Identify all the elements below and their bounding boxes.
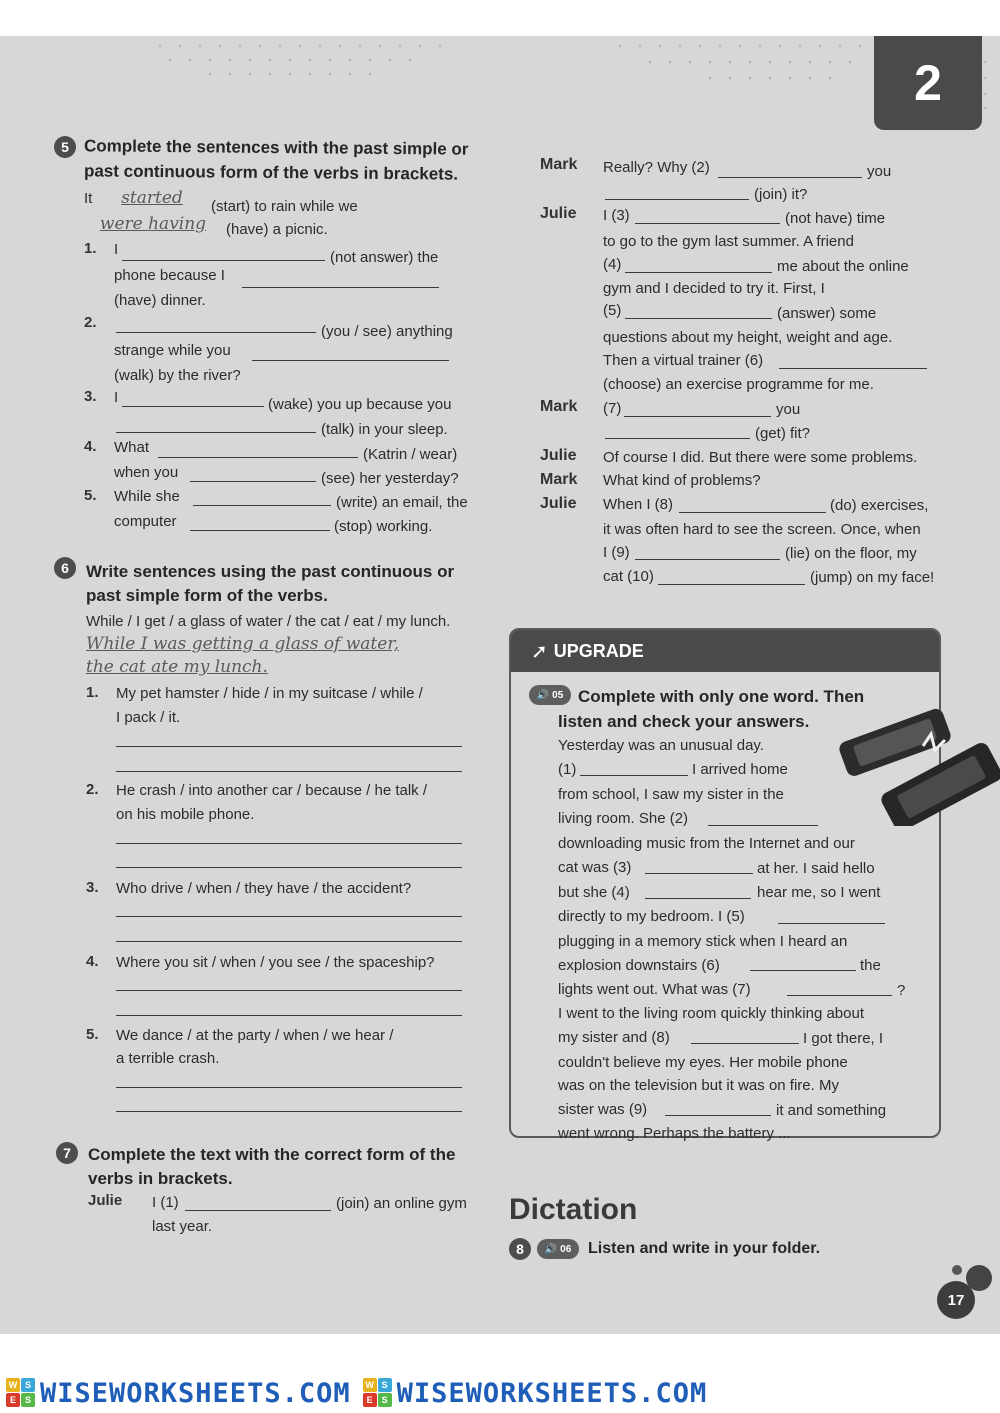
speaker-julie: Julie: [540, 495, 577, 512]
dialogue-text: (not have) time: [785, 210, 886, 227]
dot-pattern-left: [150, 36, 480, 116]
speaker-julie: Julie: [540, 447, 577, 464]
ex5-item2-text-d: (walk) by the river?: [114, 367, 241, 384]
ex7-line2: last year.: [152, 1218, 213, 1235]
answer-blank[interactable]: [580, 775, 688, 776]
ex6-example-answer-line2: the cat ate my lunch.: [86, 657, 268, 677]
ex5-item5-text-c: computer: [114, 513, 177, 530]
answer-blank[interactable]: [242, 287, 439, 288]
upgrade-text: I arrived home: [692, 761, 788, 778]
upgrade-text: hear me, so I went: [757, 884, 881, 901]
ex6-item3-line1: Who drive / when / they have / the accident?: [116, 880, 412, 897]
footer-brand-text: WISEWORKSHEETS.COM: [396, 1377, 708, 1409]
answer-blank[interactable]: [625, 272, 772, 273]
dialogue-text: to go to the gym last summer. A friend: [603, 233, 854, 250]
dialogue-text: (do) exercises,: [830, 497, 929, 514]
ex5-item5-text-d: (stop) working.: [334, 518, 433, 535]
ex6-item-number: 1.: [86, 684, 99, 701]
ex6-item1-line2: I pack / it.: [116, 709, 181, 726]
answer-blank[interactable]: [718, 177, 862, 178]
logo-letter: S: [21, 1393, 35, 1407]
answer-blank[interactable]: [158, 457, 358, 458]
speaker-mark: Mark: [540, 471, 578, 488]
arrow-up-icon: ➚: [531, 640, 548, 663]
upgrade-text: couldn't believe my eyes. Her mobile phone: [558, 1054, 848, 1071]
dialogue-text: questions about my height, weight and age.: [603, 329, 893, 346]
dialogue-text: (jump) on my face!: [810, 569, 935, 586]
ex6-title-line1: Write sentences using the past continuous or: [86, 562, 455, 581]
upgrade-text: at her. I said hello: [757, 860, 875, 877]
ex5-item4-text-a: What: [114, 439, 150, 456]
answer-blank[interactable]: [122, 260, 325, 261]
answer-blank[interactable]: [787, 995, 892, 996]
upgrade-text: but she (4): [558, 884, 630, 901]
upgrade-text: sister was (9): [558, 1101, 648, 1118]
ex5-example-text2: (have) a picnic.: [226, 221, 328, 238]
answer-line[interactable]: [116, 1111, 462, 1112]
ex5-item-number: 3.: [84, 388, 97, 405]
answer-blank[interactable]: [624, 416, 771, 417]
logo-letter: W: [6, 1378, 20, 1392]
answer-line[interactable]: [116, 941, 462, 942]
answer-blank[interactable]: [635, 559, 780, 560]
answer-blank[interactable]: [116, 432, 316, 433]
ex5-item3-text-d: (talk) in your sleep.: [321, 421, 448, 438]
answer-blank[interactable]: [190, 481, 316, 482]
ex6-item-number: 3.: [86, 879, 99, 896]
answer-blank[interactable]: [665, 1115, 771, 1116]
upgrade-text: it and something: [776, 1102, 887, 1119]
ex6-item-number: 2.: [86, 781, 99, 798]
track-number: 06: [560, 1243, 572, 1255]
ex5-example-answer1: started: [121, 188, 183, 208]
answer-blank[interactable]: [750, 970, 856, 971]
upgrade-text: my sister and (8): [558, 1029, 670, 1046]
dialogue-text: cat (10): [603, 568, 654, 585]
answer-line[interactable]: [116, 771, 462, 772]
dialogue-text: (5): [603, 302, 622, 319]
track-number: 05: [552, 689, 564, 701]
ex5-item-number: 5.: [84, 487, 97, 504]
dialogue-text: gym and I decided to try it. First, I: [603, 280, 825, 297]
dialogue-text: you: [867, 163, 892, 180]
dictation-heading: Dictation: [509, 1193, 638, 1226]
dialogue-text: (lie) on the floor, my: [785, 545, 917, 562]
answer-blank[interactable]: [679, 512, 826, 513]
upgrade-text: lights went out. What was (7): [558, 981, 751, 998]
dialogue-text: you: [776, 401, 801, 418]
ex5-item4-text-c: when you: [114, 464, 179, 481]
upgrade-title-line1: Complete with only one word. Then: [578, 687, 865, 706]
upgrade-text: was on the television but it was on fire. My: [558, 1077, 839, 1094]
upgrade-text: went wrong. Perhaps the battery ...: [558, 1125, 791, 1142]
dialogue-text: Really? Why (2): [603, 159, 710, 176]
speaker-icon: 🔊: [544, 1243, 558, 1255]
ex5-item5-text-b: (write) an email, the: [336, 494, 468, 511]
ex5-item2-text-c: strange while you: [114, 342, 231, 359]
upgrade-text: the: [860, 957, 881, 974]
ex6-item5-line2: a terrible crash.: [116, 1050, 220, 1067]
ex5-item4-text-d: (see) her yesterday?: [321, 470, 459, 487]
logo-letter: S: [21, 1378, 35, 1392]
upgrade-header: [511, 630, 939, 672]
speaker-mark: Mark: [540, 156, 578, 173]
logo-letter: S: [378, 1378, 392, 1392]
brand-logo-icon: [363, 1378, 393, 1408]
dialogue-text: it was often hard to see the screen. Once, when: [603, 521, 921, 538]
answer-blank[interactable]: [605, 438, 750, 439]
answer-line[interactable]: [116, 1015, 462, 1016]
ex5-item1-text-c: phone because I: [114, 267, 225, 284]
upgrade-text: I went to the living room quickly thinking about: [558, 1005, 864, 1022]
upgrade-box: [509, 628, 941, 1142]
dialogue-text: (get) fit?: [755, 425, 811, 442]
upgrade-text: (1): [558, 761, 577, 778]
answer-line[interactable]: [116, 867, 462, 868]
ex5-item1-text-d: (have) dinner.: [114, 292, 206, 309]
answer-blank[interactable]: [645, 898, 751, 899]
ex6-number-badge: 6: [54, 557, 76, 579]
answer-blank[interactable]: [185, 1210, 331, 1211]
audio-track-badge[interactable]: [529, 685, 571, 705]
speaker-julie: Julie: [540, 205, 577, 222]
upgrade-heading: UPGRADE: [553, 640, 644, 661]
ex5-example-answer2: were having: [99, 214, 207, 234]
answer-blank[interactable]: [691, 1043, 799, 1044]
ex5-item3-text-b: (wake) you up because you: [268, 396, 452, 413]
answer-line[interactable]: [116, 843, 462, 844]
dialogue-text: When I (8): [603, 496, 674, 513]
ex6-item2-line2: on his mobile phone.: [116, 806, 255, 823]
dialogue-text: What kind of problems?: [603, 472, 761, 489]
logo-letter: E: [6, 1393, 20, 1407]
answer-blank[interactable]: [635, 223, 780, 224]
answer-blank[interactable]: [193, 505, 331, 506]
ex6-item4-line1: Where you sit / when / you see / the spaceship?: [116, 954, 435, 971]
ex8-number-badge: 8: [509, 1238, 531, 1260]
ex5-item1-text-b: (not answer) the: [330, 249, 439, 266]
logo-letter: W: [363, 1378, 377, 1392]
upgrade-text: explosion downstairs (6): [558, 957, 720, 974]
ex6-item2-line1: He crash / into another car / because / he talk /: [116, 782, 428, 799]
answer-line[interactable]: [116, 916, 462, 917]
ex5-number-badge: 5: [54, 136, 76, 158]
ex6-title-line2: past simple form of the verbs.: [86, 586, 328, 605]
footer-brand: [6, 1378, 351, 1409]
page-number: 17: [937, 1281, 975, 1319]
ex5-example-it: It: [84, 190, 93, 207]
answer-blank[interactable]: [778, 923, 885, 924]
answer-line[interactable]: [116, 990, 462, 991]
upgrade-text: downloading music from the Internet and our: [558, 835, 855, 852]
upgrade-title-line2: listen and check your answers.: [558, 712, 810, 731]
ex5-item-number: 4.: [84, 438, 97, 455]
footer-brand: [363, 1378, 708, 1409]
answer-blank[interactable]: [190, 530, 330, 531]
logo-letter: S: [378, 1393, 392, 1407]
upgrade-text: Yesterday was an unusual day.: [558, 737, 764, 754]
ex6-item-number: 5.: [86, 1026, 99, 1043]
speaker-julie: Julie: [88, 1192, 123, 1209]
ex5-item2-text-b: (you / see) anything: [321, 323, 453, 340]
upgrade-text: from school, I saw my sister in the: [558, 786, 784, 803]
speaker-mark: Mark: [540, 398, 578, 415]
ex7-number-badge: 7: [56, 1142, 78, 1164]
ex5-item1-text-a: I: [114, 241, 119, 258]
ex5-item-number: 2.: [84, 314, 97, 331]
dialogue-text: (join) it?: [754, 186, 808, 203]
dialogue-text: (choose) an exercise programme for me.: [603, 376, 874, 393]
footer-watermark: [0, 1373, 1000, 1413]
broken-phone-illustration: [831, 706, 1000, 826]
brand-logo-icon: [6, 1378, 36, 1408]
footer-brand-text: WISEWORKSHEETS.COM: [40, 1377, 351, 1409]
dictation-instruction: Listen and write in your folder.: [588, 1240, 821, 1257]
speaker-icon: 🔊: [536, 689, 550, 701]
dialogue-text: I (3): [603, 207, 630, 224]
dialogue-text: Then a virtual trainer (6): [603, 352, 764, 369]
logo-letter: E: [363, 1393, 377, 1407]
dialogue-text: (7): [603, 400, 622, 417]
ex6-item-number: 4.: [86, 953, 99, 970]
dialogue-text: me about the online: [777, 258, 909, 275]
ex7-title-line2: verbs in brackets.: [88, 1169, 233, 1188]
audio-track-badge[interactable]: [537, 1239, 579, 1259]
unit-number-tab: 2: [874, 36, 982, 130]
ex7-title-line1: Complete the text with the correct form of the: [88, 1145, 456, 1164]
answer-blank[interactable]: [708, 825, 818, 826]
upgrade-text: ?: [897, 982, 906, 999]
answer-blank[interactable]: [116, 332, 316, 333]
ex5-title-line2: past continuous form of the verbs in brackets.: [83, 161, 459, 184]
answer-line[interactable]: [116, 746, 462, 747]
answer-blank[interactable]: [779, 368, 927, 369]
ex7-line1-b: (join) an online gym: [336, 1195, 467, 1212]
ex6-example-prompt: While / I get / a glass of water / the cat / eat / my lunch.: [86, 613, 451, 630]
dialogue-text: (answer) some: [777, 305, 877, 322]
ex5-item-number: 1.: [84, 240, 97, 257]
ex5-item3-text-a: I: [114, 389, 119, 406]
upgrade-text: directly to my bedroom. I (5): [558, 908, 745, 925]
answer-blank[interactable]: [122, 406, 264, 407]
upgrade-text: plugging in a memory stick when I heard an: [558, 933, 848, 950]
answer-line[interactable]: [116, 1087, 462, 1088]
ex5-item5-text-a: While she: [114, 488, 180, 505]
answer-blank[interactable]: [658, 584, 805, 585]
answer-blank[interactable]: [605, 199, 749, 200]
ex5-title-line1: Complete the sentences with the past simple or: [83, 136, 469, 159]
dialogue-text: I (9): [603, 544, 630, 561]
answer-blank[interactable]: [645, 873, 753, 874]
answer-blank[interactable]: [252, 360, 449, 361]
ex7-line1-a: I (1): [152, 1194, 179, 1211]
ex6-example-answer-line1: While I was getting a glass of water,: [86, 634, 399, 654]
upgrade-text: cat was (3): [558, 859, 632, 876]
ex5-example-text1: (start) to rain while we: [211, 198, 358, 215]
dialogue-text: Of course I did. But there were some problems.: [603, 449, 918, 466]
ex5-item4-text-b: (Katrin / wear): [363, 446, 458, 463]
upgrade-text: I got there, I: [803, 1030, 884, 1047]
decor-dot-small: [952, 1265, 962, 1275]
ex6-item5-line1: We dance / at the party / when / we hear /: [116, 1027, 394, 1044]
answer-blank[interactable]: [625, 318, 772, 319]
ex6-item1-line1: My pet hamster / hide / in my suitcase / while /: [116, 685, 423, 702]
upgrade-text: living room. She (2): [558, 810, 689, 827]
dialogue-text: (4): [603, 256, 622, 273]
